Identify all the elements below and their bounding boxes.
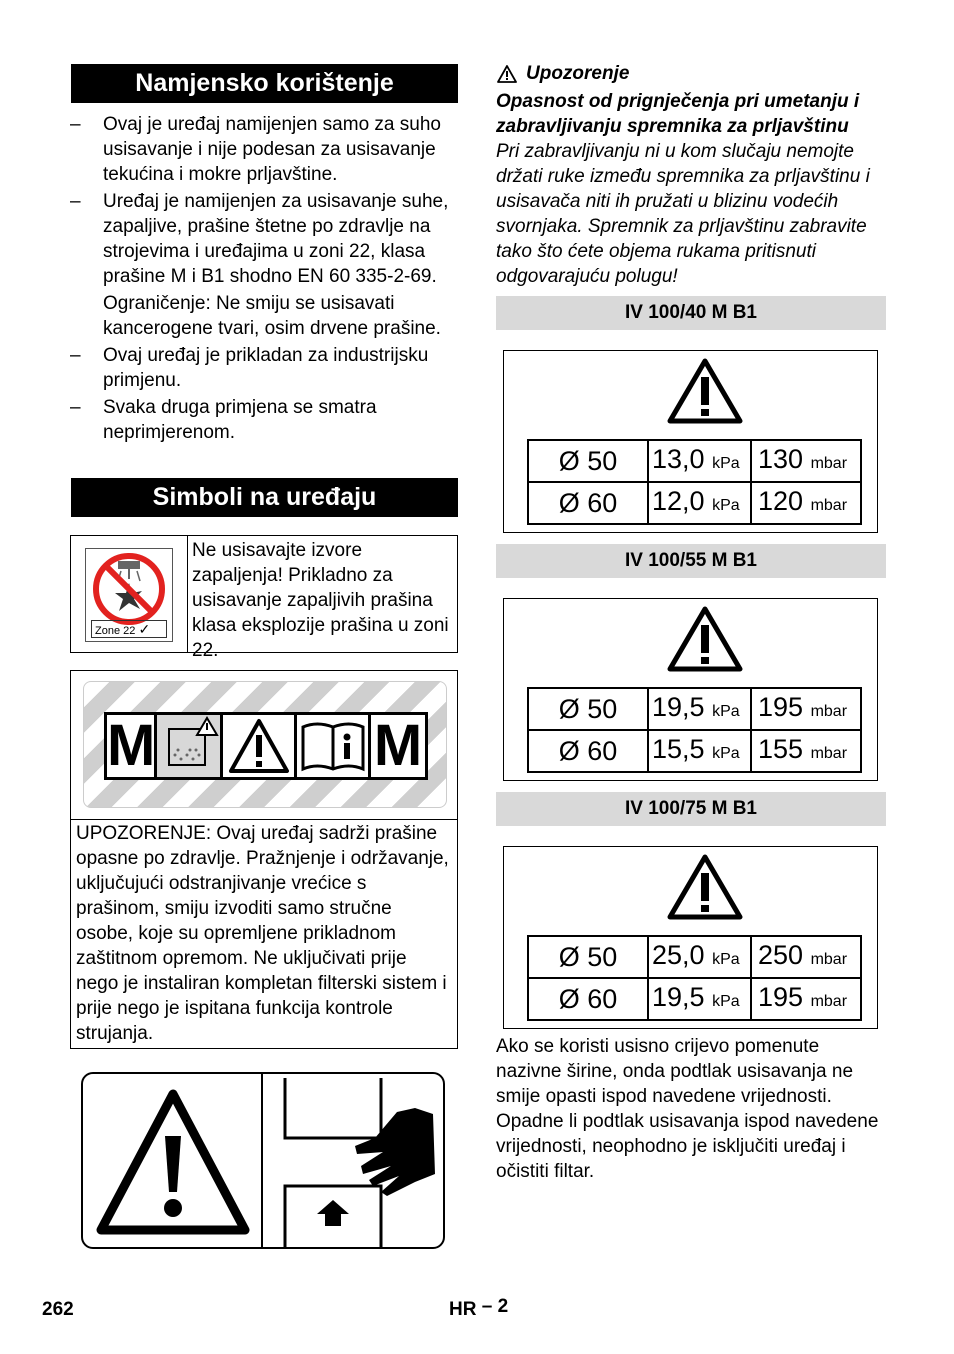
table-row bbox=[528, 978, 861, 1020]
hand-crush-icon bbox=[265, 1074, 445, 1249]
crush-hazard-pictogram bbox=[81, 1072, 445, 1249]
list-item bbox=[70, 112, 462, 187]
page-number: 262 bbox=[42, 1299, 74, 1320]
large-warning-triangle-icon bbox=[93, 1088, 253, 1238]
dash-marker: – bbox=[70, 397, 81, 418]
checkmark-icon: ✓ bbox=[138, 621, 151, 637]
model-header: IV 100/55 M B1 bbox=[496, 544, 886, 578]
list-item bbox=[70, 343, 462, 393]
diameter-cell: Ø 60 bbox=[528, 482, 648, 524]
restriction-note: Ograničenje: Ne smiju se usisavati kancerogene tvari, osim drvene prašine. bbox=[103, 293, 441, 339]
dash-marker: – bbox=[70, 191, 81, 212]
kpa-cell: 25,0 kPa bbox=[648, 936, 751, 978]
m-class-warning-text: UPOZORENJE: Ovaj uređaj sadrži prašine opasne po zdravlje. Pražnjenje i održavanje, uključujući odstranjivanje vrećice s prašinom, smiju izvoditi samo stručne osobe, koje su opremljene prikladnom zaštitnom opremom. Ne uključivati prije nego je instaliran kompletan filterski sistem i prije nego je ispitana funkcija kontrole strujanja. bbox=[76, 823, 449, 1044]
table-row bbox=[528, 730, 861, 772]
diameter-cell: Ø 60 bbox=[528, 730, 648, 772]
warning-triangle-icon bbox=[666, 853, 744, 921]
mbar-cell: 155 mbar bbox=[751, 730, 861, 772]
pressure-table bbox=[527, 687, 862, 773]
kpa-cell: 12,0 kPa bbox=[648, 482, 751, 524]
warning-triangle-icon bbox=[666, 357, 744, 425]
m-letter-left: M bbox=[107, 713, 156, 778]
kpa-cell: 15,5 kPa bbox=[648, 730, 751, 772]
dust-container-icon bbox=[157, 715, 223, 777]
language-code: HR bbox=[449, 1299, 477, 1320]
no-ignition-sign bbox=[85, 548, 173, 642]
m-letter-right: M bbox=[373, 713, 423, 778]
language-dash: – bbox=[481, 1296, 493, 1317]
symbol-box-no-ignition bbox=[70, 535, 458, 661]
dash-marker: – bbox=[70, 345, 81, 366]
section-title-intended-use: Namjensko korištenje bbox=[71, 64, 458, 103]
small-warning-triangle-icon bbox=[496, 64, 518, 84]
dash-marker: – bbox=[70, 114, 81, 135]
list-item-text: Svaka druga primjena se smatra neprimjerenom. bbox=[103, 397, 377, 443]
model-header: IV 100/75 M B1 bbox=[496, 792, 886, 826]
mbar-cell: 120 mbar bbox=[751, 482, 861, 524]
table-row bbox=[528, 688, 861, 730]
table-row bbox=[528, 440, 861, 482]
model-header: IV 100/40 M B1 bbox=[496, 296, 886, 330]
kpa-cell: 13,0 kPa bbox=[648, 440, 751, 482]
list-item-text: Ovaj uređaj je prikladan za industrijsku primjenu. bbox=[103, 345, 429, 391]
table-row bbox=[528, 482, 861, 524]
mbar-cell: 195 mbar bbox=[751, 978, 861, 1020]
warning-bold-text: Opasnost od prignječenja pri umetanju i zabravljivanju spremnika za prljavštinu bbox=[496, 91, 860, 137]
diameter-cell: Ø 50 bbox=[528, 688, 648, 730]
warning-heading bbox=[496, 61, 888, 86]
warning-title: Upozorenje bbox=[526, 63, 630, 84]
language-page-label bbox=[449, 1297, 508, 1322]
list-item bbox=[70, 189, 462, 289]
zone-label: Zone 22 bbox=[95, 625, 136, 637]
mbar-cell: 130 mbar bbox=[751, 440, 861, 482]
crush-warning-block bbox=[496, 61, 888, 289]
mbar-cell: 195 mbar bbox=[751, 688, 861, 730]
list-item bbox=[70, 395, 462, 445]
language-page-number: 2 bbox=[497, 1296, 509, 1317]
table-row bbox=[528, 936, 861, 978]
kpa-cell: 19,5 kPa bbox=[648, 688, 751, 730]
pressure-panel bbox=[503, 846, 878, 1029]
warning-triangle-icon bbox=[666, 605, 744, 673]
symbol-description: Ne usisavajte izvore zapaljenja! Prikladno za usisavanje zapaljivih prašina klasa eksplozije prašina u zoni 22. bbox=[192, 540, 449, 661]
list-item-text: Ovaj je uređaj namijenjen samo za suho usisavanje i nije podesan za usisavanje tekućina i mokre prljavštine. bbox=[103, 114, 441, 185]
diameter-cell: Ø 50 bbox=[528, 936, 648, 978]
diameter-cell: Ø 50 bbox=[528, 440, 648, 482]
m-class-label bbox=[83, 681, 447, 808]
pressure-panel bbox=[503, 598, 878, 781]
intended-use-list bbox=[70, 112, 462, 447]
read-manual-icon bbox=[297, 715, 371, 777]
warning-body-text: Pri zabravljivanju ni u kom slučaju nemojte držati ruke između spremnika za prljavštinu i usisavača niti ih pružati u blizinu vodećih svornjaka. Spremnik za prljavštinu zabravite tako što ćete objema rukama pritisnuti odgovarajuću polugu! bbox=[496, 141, 870, 287]
closing-paragraph: Ako se koristi usisno crijevo pomenute nazivne širine, onda podtlak usisavanja ne smije opasti ispod navedene vrijednosti. Opadne li podtlak usisavanja ispod navedene vrijednosti, neophodno je isključiti uređaj i očistiti filtar. bbox=[496, 1036, 879, 1182]
m-class-warning-box bbox=[70, 670, 458, 1049]
diameter-cell: Ø 60 bbox=[528, 978, 648, 1020]
pressure-panel bbox=[503, 350, 878, 533]
pressure-table bbox=[527, 935, 862, 1021]
pressure-table bbox=[527, 439, 862, 525]
warning-triangle-icon bbox=[223, 715, 297, 777]
mbar-cell: 250 mbar bbox=[751, 936, 861, 978]
kpa-cell: 19,5 kPa bbox=[648, 978, 751, 1020]
list-item-text: Uređaj je namijenjen za usisavanje suhe, zapaljive, prašine štetne po zdravlje na strojevima i uređajima u zoni 22, klasa prašine M i B1 shodno EN 60 335-2-69. bbox=[103, 191, 449, 287]
section-title-symbols: Simboli na uređaju bbox=[71, 478, 458, 517]
